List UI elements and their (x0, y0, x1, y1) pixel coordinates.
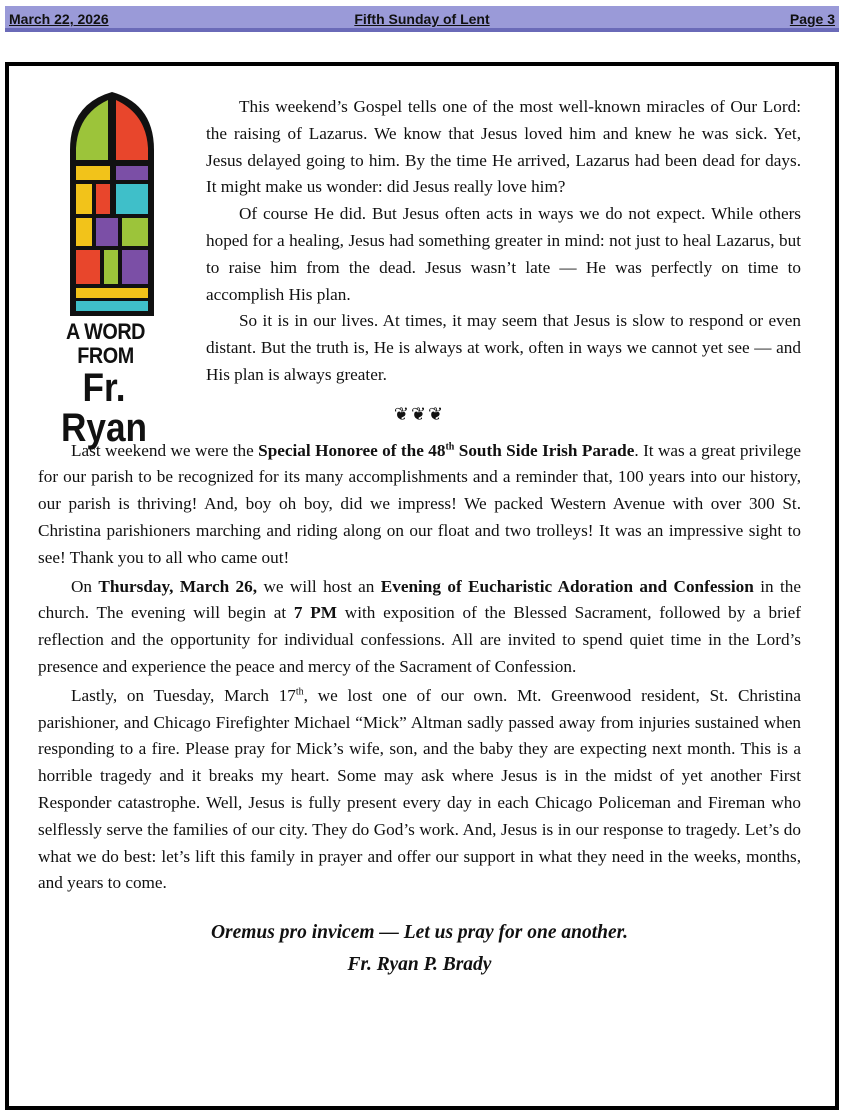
intro-paragraph-1: This weekend’s Gospel tells one of the most well-known miracles of Our Lord: the raising of Lazarus. We know that Jesus loved him and knew he was sick. Yet, Jesus delayed going to him. By the time He arrived, Lazarus had been dead for days. It might make us wonder: did Jesus really love him? (206, 97, 801, 197)
logo-line-2: Fr. Ryan (60, 366, 148, 450)
adoration-time: 7 PM (293, 603, 338, 623)
adoration-paragraph (38, 574, 801, 681)
adoration-event: Evening of Eucharistic Adoration and Confession (380, 576, 754, 596)
adoration-date: Thursday, March 26, (98, 576, 258, 596)
parade-name: South Side Irish Parade (454, 440, 635, 460)
closing-signature: Fr. Ryan P. Brady (347, 954, 492, 976)
parade-honoree-text: Special Honoree of the 48 (258, 440, 446, 460)
header-bar (5, 6, 839, 32)
logo-line-1: A WORD FROM (65, 319, 146, 368)
parade-paragraph (38, 438, 801, 572)
article-body (38, 94, 801, 981)
page-number: Page 3 (789, 11, 835, 27)
adoration-text-4: with exposition of the Blessed Sacrament, followed by a brief reflection and the opportunity for individual confessions. All are invited to spend quiet time in the Lord’s presence and experience the peace and mercy of the Sacrament of Confession. (38, 603, 801, 676)
stained-glass-window-icon (38, 90, 188, 316)
adoration-text-2: we will host an (257, 576, 381, 596)
adoration-text-1: On (71, 576, 99, 596)
altman-text-1: Lastly, on Tuesday, March 17 (71, 685, 296, 705)
altman-paragraph (38, 683, 801, 897)
bulletin-title: Fifth Sunday of Lent (354, 11, 490, 27)
ornamental-divider: ❦❦❦ (393, 403, 446, 424)
parade-text-2: . It was a great privilege for our parish to be recognized for its many accomplishments and a reminder that, 100 years into our history, our parish is thriving! And, boy oh boy, did we impress! We packed Western Avenue with over 300 St. Christina parishioners marching and riding along on our float and two trolleys! It was an impressive sight to see! Thank you to all who came out! (38, 440, 802, 567)
bulletin-date: March 22, 2026 (9, 11, 109, 27)
altman-text-2: , we lost one of our own. Mt. Greenwood resident, St. Christina parishioner, and Chicago Firefighter Michael “Mick” Altman sadly passed away from injuries sustained when responding to a fire. Please pray for Mick’s wife, son, and the baby they are expecting next month. This is a horrible tragedy and it breaks my heart. Some may ask where Jesus is in the midst of yet another First Responder catastrophe. Well, Jesus is fully present every day in each Chicago Policeman and Fireman who selflessly serve the families of our city. They do God’s work. And, Jesus is in our response to tragedy. Let’s do what we do best: let’s lift this family in prayer and offer our support in what they need in the weeks, months, and years to come. (38, 685, 801, 893)
word-from-fr-ryan-logo (38, 90, 198, 450)
parade-honoree (258, 441, 634, 460)
intro-paragraph-2: Of course He did. But Jesus often acts in ways we do not expect. While others hoped for a healing, Jesus had something greater in mind: not just to heal Lazarus, but to raise him from the dead. Jesus wasn’t late — He was perfectly on time to accomplish His plan. (206, 204, 801, 304)
closing-motto: Oremus pro invicem — Let us pray for one another. (210, 922, 629, 944)
parade-ordinal: th (445, 440, 455, 452)
adoration-text-3: in the church. The evening will begin at (38, 576, 801, 623)
intro-paragraph-3: So it is in our lives. At times, it may seem that Jesus is slow to respond or even distant. But the truth is, He is always at work, often in ways we cannot yet see — and His plan is always greater. (206, 311, 801, 384)
closing-block (38, 917, 801, 981)
parade-text-1: Last weekend we were the (71, 440, 259, 460)
altman-ordinal: th (295, 686, 304, 697)
